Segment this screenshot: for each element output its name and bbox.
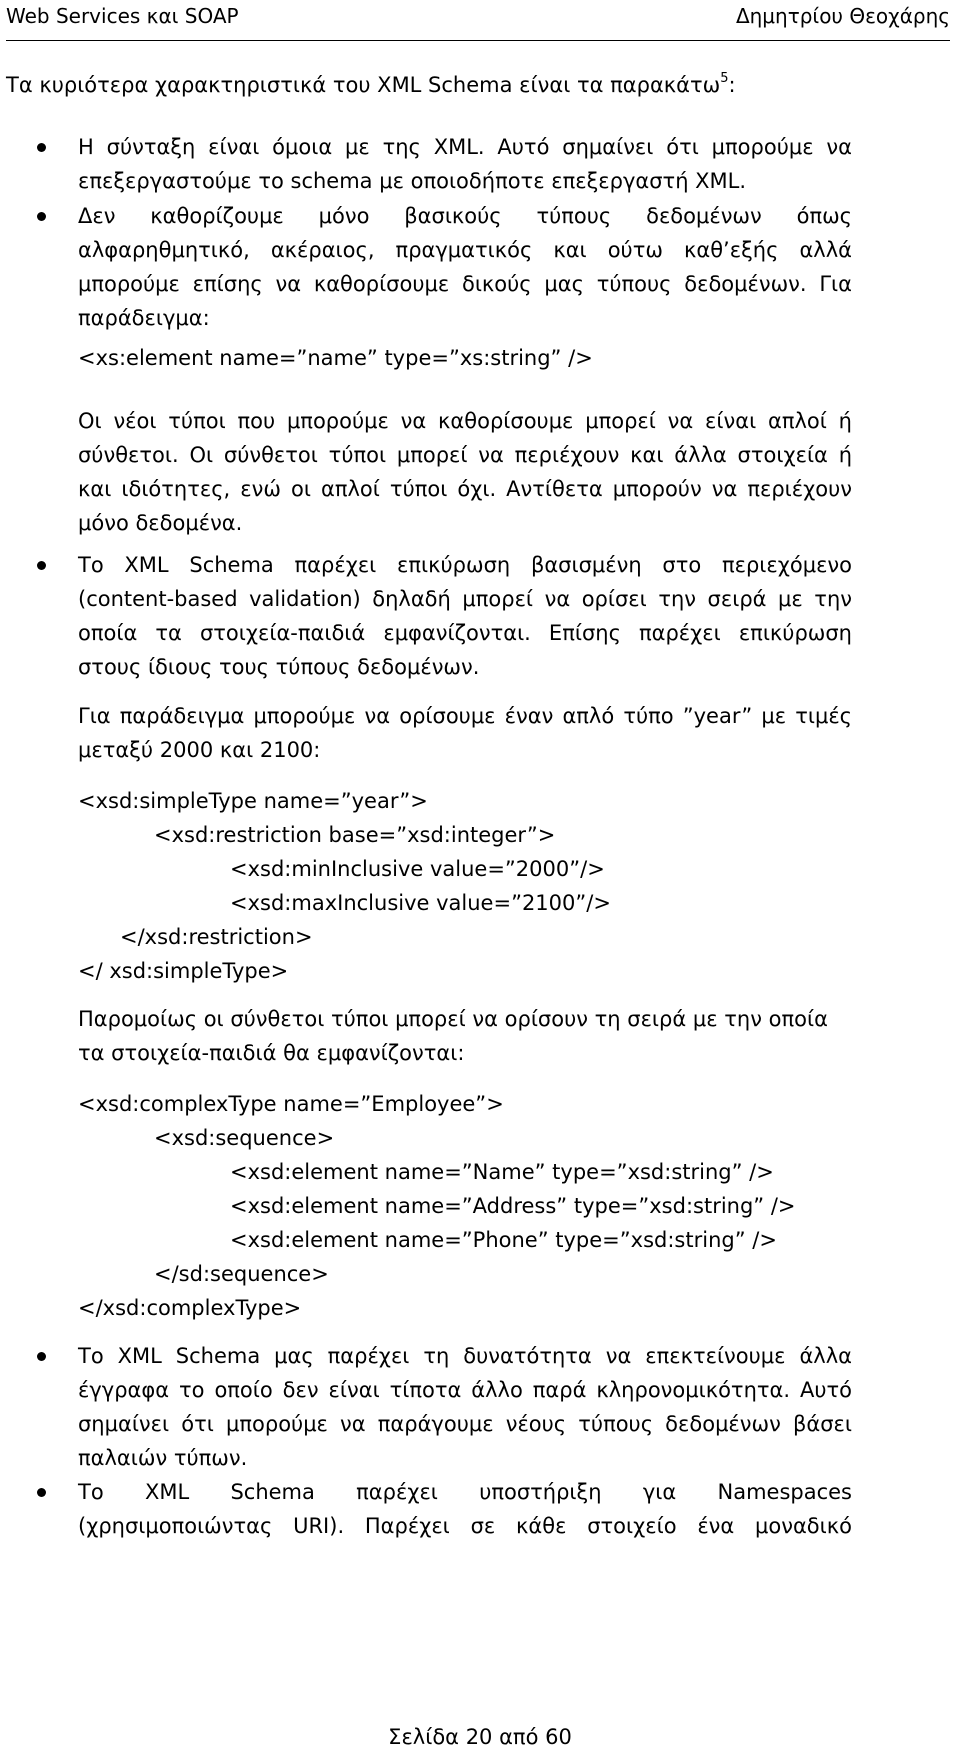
code-simpletype-line: <xsd:minInclusive value=”2000”/> <box>230 857 605 881</box>
bullet-3-line: (content-based validation) δηλαδή μπορεί να ορίσει την σειρά με την <box>78 587 852 611</box>
intro-text: Τα κυριότερα χαρακτηριστικά του XML Schema είναι τα παρακάτω <box>6 73 721 97</box>
bullet-2-line: μπορούμε επίσης να καθορίσουμε δικούς μας τύπους δεδομένων. Για <box>78 272 852 296</box>
bullet-3-line: Το XML Schema παρέχει επικύρωση βασισμένη στο περιεχόμενο <box>78 553 852 577</box>
code-simpletype-line: </ xsd:simpleType> <box>78 959 289 983</box>
code-simpletype-line: <xsd:restriction base=”xsd:integer”> <box>154 823 556 847</box>
bullet-2-icon <box>37 212 46 221</box>
code-complextype-line: </xsd:complexType> <box>78 1296 302 1320</box>
bullet-2-line: παράδειγμα: <box>78 306 210 330</box>
bullet-4-line: Το XML Schema μας παρέχει τη δυνατότητα να επεκτείνουμε άλλα <box>78 1344 852 1368</box>
bullet-2-cont-line: σύνθετοι. Οι σύνθετοι τύποι μπορεί να περιέχουν και άλλα στοιχεία ή <box>78 443 852 467</box>
example-2-line: Παρομοίως οι σύνθετοι τύποι μπορεί να ορίσουν τη σειρά με την οποία <box>78 1007 828 1031</box>
intro-paragraph: Τα κυριότερα χαρακτηριστικά του XML Schema είναι τα παρακάτω$^5$: <box>6 71 736 97</box>
bullet-2-cont-line: και ιδιότητες, ενώ οι απλοί τύποι όχι. Αντίθετα μπορούν να περιέχουν <box>78 477 852 501</box>
code-example-element: <xs:element name=”name” type=”xs:string” /> <box>78 346 593 370</box>
code-complextype-line: <xsd:sequence> <box>154 1126 335 1150</box>
bullet-3-line: στους ίδιους τους τύπους δεδομένων. <box>78 655 480 679</box>
bullet-1-icon <box>37 143 46 152</box>
bullet-5-line: Το XML Schema παρέχει υποστήριξη για Namespaces <box>78 1480 852 1504</box>
bullet-4-icon <box>37 1352 46 1361</box>
bullet-2-line: αλφαρηθμητικό, ακέραιος, πραγματικός και ούτω καθ’εξής αλλά <box>78 238 852 262</box>
bullet-1-line: επεξεργαστούμε το schema με οποιοδήποτε επεξεργαστή XML. <box>78 169 747 193</box>
example-2-line: τα στοιχεία-παιδιά θα εμφανίζονται: <box>78 1041 465 1065</box>
header-title: Web Services και SOAP <box>6 4 239 28</box>
code-complextype-line: </sd:sequence> <box>154 1262 329 1286</box>
code-simpletype-line: <xsd:maxInclusive value=”2100”/> <box>230 891 611 915</box>
bullet-4-line: παλαιών τύπων. <box>78 1446 248 1470</box>
bullet-5-line: (χρησιμοποιώντας URI). Παρέχει σε κάθε στοιχείο ένα μοναδικό <box>78 1514 852 1538</box>
page-header <box>6 0 950 41</box>
bullet-5-icon <box>37 1488 46 1497</box>
header-author: Δημητρίου Θεοχάρης <box>735 4 950 28</box>
footnote-ref: 5 <box>720 71 729 86</box>
example-1-line: Για παράδειγμα μπορούμε να ορίσουμε έναν απλό τύπο ”year” με τιμές <box>78 704 852 728</box>
bullet-1-line: Η σύνταξη είναι όμοια με της XML. Αυτό σημαίνει ότι μπορούμε να <box>78 135 852 159</box>
code-complextype-line: <xsd:element name=”Phone” type=”xsd:string” /> <box>230 1228 777 1252</box>
bullet-4-line: σημαίνει ότι μπορούμε να παράγουμε νέους τύπους δεδομένων βάσει <box>78 1412 852 1436</box>
bullet-2-cont-line: μόνο δεδομένα. <box>78 511 243 535</box>
bullet-3-line: οποία τα στοιχεία-παιδιά εμφανίζονται. Επίσης παρέχει επικύρωση <box>78 621 852 645</box>
bullet-2-line: Δεν καθορίζουμε μόνο βασικούς τύπους δεδομένων όπως <box>78 204 852 228</box>
code-complextype-line: <xsd:complexType name=”Employee”> <box>78 1092 504 1116</box>
code-simpletype-line: </xsd:restriction> <box>120 925 313 949</box>
code-complextype-line: <xsd:element name=”Name” type=”xsd:string” /> <box>230 1160 774 1184</box>
code-complextype-line: <xsd:element name=”Address” type=”xsd:string” /> <box>230 1194 796 1218</box>
bullet-4-line: έγγραφα το οποίο δεν είναι τίποτα άλλο παρά κληρονομικότητα. Αυτό <box>78 1378 852 1402</box>
bullet-2-cont-line: Οι νέοι τύποι που μπορούμε να καθορίσουμε μπορεί να είναι απλοί ή <box>78 409 852 433</box>
example-1-line: μεταξύ 2000 και 2100: <box>78 738 321 762</box>
bullet-3-icon <box>37 561 46 570</box>
code-simpletype-line: <xsd:simpleType name=”year”> <box>78 789 428 813</box>
page-number: Σελίδα 20 από 60 <box>388 1725 572 1749</box>
